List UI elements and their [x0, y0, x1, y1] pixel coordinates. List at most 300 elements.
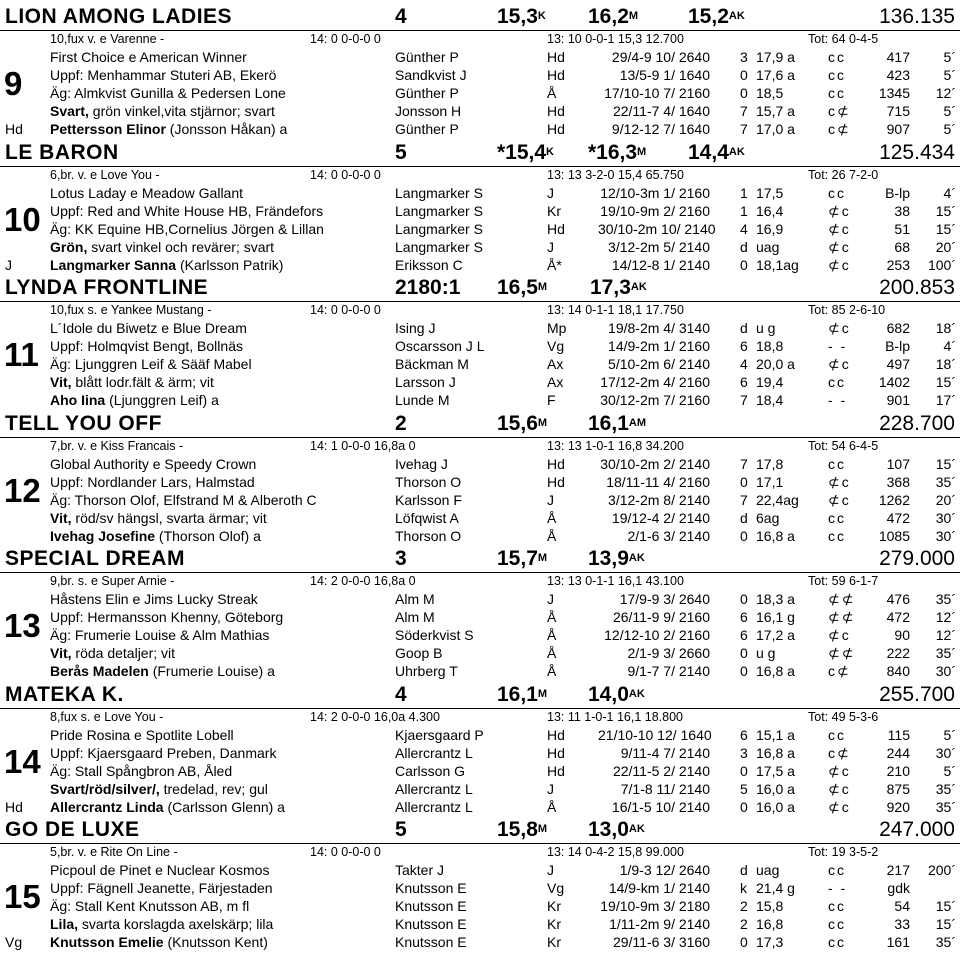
odds: 1345 — [878, 85, 910, 101]
driver: Goop B — [395, 645, 443, 661]
info-text: Äg: Ljunggren Leif & Sääf Mabel — [50, 356, 252, 372]
record-1: $16,1^M$ — [497, 682, 548, 706]
start-line — [0, 48, 960, 66]
horse-header — [0, 682, 960, 709]
shoe-icon: ⊄ᴄ — [828, 780, 851, 797]
driver: Larsson J — [395, 374, 456, 390]
time: 21,4 g — [756, 880, 795, 896]
driver: Langmarker S — [395, 220, 483, 237]
record-1: $*15,4^K$ — [497, 140, 554, 164]
start-line — [0, 238, 960, 256]
shoe-icon: ⊄ᴄ — [828, 473, 851, 490]
track: Å — [547, 663, 557, 679]
odds: 907 — [886, 121, 910, 137]
prize: 20´ — [935, 491, 956, 508]
track: Kr — [547, 898, 561, 914]
info-text: Uppf: Red and White House HB, Frändefors — [50, 202, 324, 219]
shoe-icon: ᴄ⊄ — [828, 121, 851, 137]
distance-code: 0 — [740, 663, 748, 679]
total-prize: 125.434 — [879, 140, 955, 164]
odds: 1402 — [878, 374, 910, 390]
shoe-icon: ᴄᴄ — [828, 898, 846, 914]
race-date-position: 29/11-6 3/ 3160 — [612, 934, 710, 950]
info-text: Picpoul de Pinet e Nuclear Kosmos — [50, 862, 270, 878]
stats-2013: 13: 11 1-0-1 16,1 18.800 — [547, 709, 683, 724]
track: Kr — [547, 916, 561, 932]
distance-code: 0 — [740, 645, 748, 661]
breed-info: 9,br. s. e Super Arnie - — [50, 574, 175, 588]
stats-2014: 14: 0 0-0-0 0 — [310, 303, 381, 317]
driver: Alm M — [395, 609, 435, 625]
shoe-icon: ⊄ᴄ — [828, 202, 851, 219]
odds: 115 — [887, 726, 910, 743]
breed-info: 6,br. v. e Love You - — [50, 167, 160, 182]
record-2: $*16,3^M$ — [588, 140, 647, 164]
track: Å — [547, 798, 557, 815]
info-text: Vit, blått lodr.fält & ärm; vit — [50, 374, 214, 390]
prize: 12´ — [935, 627, 956, 643]
prize: 12´ — [935, 609, 956, 625]
time: 17,2 a — [756, 627, 795, 643]
horse-entry — [0, 817, 960, 954]
driver: Jonsson H — [395, 103, 462, 119]
shoe-icon: ᴄᴄ — [828, 374, 846, 390]
stats-total: Tot: 26 7-2-0 — [808, 167, 879, 182]
record-3: $14,4^{AK}$ — [688, 140, 745, 164]
prize: 5´ — [943, 121, 956, 137]
prize: 15´ — [935, 916, 956, 932]
breed-info: 7,br. v. e Kiss Francais - — [50, 438, 184, 453]
record-1: $15,3^K$ — [497, 5, 546, 28]
start-line — [0, 355, 960, 373]
stats-2013: 13: 13 1-0-1 16,8 34.200 — [547, 438, 684, 453]
info-text: Äg: Stall Spångbron AB, Åled — [50, 762, 233, 779]
horse-header — [0, 817, 960, 844]
shoe-icon: ᴄᴄ — [828, 934, 846, 950]
time: 17,3 — [756, 934, 784, 950]
time: 16,4 — [756, 202, 784, 219]
race-date-position: 14/12-8 1/ 2140 — [611, 256, 710, 273]
horse-entry — [0, 275, 960, 412]
horse-entry — [0, 682, 960, 819]
start-number: 12 — [4, 471, 41, 509]
info-text: Äg: KK Equine HB,Cornelius Jörgen & Lillan — [50, 220, 324, 237]
distance-code: 6 — [740, 627, 748, 643]
time: 17,8 — [756, 455, 784, 472]
odds: 244 — [886, 744, 910, 761]
track: Hd — [547, 473, 565, 490]
start-line — [0, 879, 960, 897]
track: J — [547, 780, 554, 797]
info-text: Uppf: Hermansson Khenny, Göteborg — [50, 609, 284, 625]
distance-code: 3 — [740, 744, 748, 761]
prize: 15´ — [935, 898, 956, 914]
start-line — [0, 644, 960, 662]
odds: 253 — [886, 256, 910, 273]
track: Å* — [547, 256, 562, 273]
trainer-group: Hd — [5, 121, 23, 137]
start-line — [0, 391, 960, 409]
start-info: 5 — [395, 140, 407, 164]
info-text: Berås Madelen (Frumerie Louise) a — [50, 663, 275, 679]
shoe-icon: ᴄᴄ — [828, 726, 846, 743]
distance-code: k — [740, 880, 747, 896]
info-text: Äg: Thorson Olof, Elfstrand M & Alberoth C — [50, 491, 317, 508]
start-number: 9 — [4, 65, 23, 102]
odds: B-lp — [885, 338, 910, 354]
info-text: Vit, röda detaljer; vit — [50, 645, 176, 661]
prize: 15´ — [935, 202, 956, 219]
time: u g — [756, 320, 776, 336]
info-text: Uppf: Kjaersgaard Preben, Danmark — [50, 744, 277, 761]
total-prize: 255.700 — [879, 682, 955, 706]
start-line — [0, 256, 960, 274]
race-date-position: 14/9-km 1/ 2140 — [608, 880, 710, 896]
race-date-position: 9/12-12 7/ 1640 — [611, 121, 710, 137]
distance-code: 4 — [740, 356, 748, 372]
info-text: L´Idole du Biwetz e Blue Dream — [50, 320, 247, 336]
info-text: Langmarker Sanna (Karlsson Patrik) — [50, 256, 284, 273]
time: 16,1 g — [756, 609, 795, 625]
total-prize: 228.700 — [879, 411, 955, 435]
race-date-position: 2/1-6 3/ 2140 — [627, 527, 710, 544]
horse-name: LION AMONG LADIES — [5, 5, 233, 28]
track: Hd — [547, 103, 565, 119]
start-line — [0, 527, 960, 545]
race-date-position: 12/12-10 2/ 2160 — [604, 627, 710, 643]
driver: Bäckman M — [395, 356, 469, 372]
start-line — [0, 84, 960, 102]
start-line — [0, 120, 960, 138]
info-text: Aho Iina (Ljunggren Leif) a — [50, 392, 219, 408]
prize: 15´ — [935, 220, 956, 237]
track: Hd — [547, 455, 565, 472]
info-text: Äg: Frumerie Louise & Alm Mathias — [50, 627, 270, 643]
distance-code: 0 — [740, 934, 748, 950]
horse-entry — [0, 411, 960, 548]
time: 18,3 a — [756, 591, 795, 607]
odds: 217 — [886, 862, 910, 878]
distance-code: 5 — [740, 780, 748, 797]
shoe-icon: ⊄ᴄ — [828, 798, 851, 815]
track: Å — [547, 645, 557, 661]
horse-header — [0, 140, 960, 167]
prize: 17´ — [935, 392, 956, 408]
track: Hd — [547, 121, 565, 137]
start-line — [0, 455, 960, 473]
info-text: Uppf: Nordlander Lars, Halmstad — [50, 473, 255, 490]
track: Vg — [547, 880, 565, 896]
odds: 1085 — [878, 527, 910, 544]
shoe-icon: ⊄ᴄ — [828, 220, 851, 237]
horse-name: LE BARON — [5, 140, 119, 164]
horse-header — [0, 546, 960, 573]
race-date-position: 18/11-11 4/ 2160 — [606, 473, 710, 490]
start-line — [0, 509, 960, 527]
start-line — [0, 102, 960, 120]
time: uag — [756, 238, 780, 255]
track: J — [547, 184, 554, 201]
breed-info: 5,br. v. e Rite On Line - — [50, 845, 178, 859]
distance-code: d — [740, 862, 748, 878]
horse-header — [0, 4, 960, 31]
record-2: $13,9^{AK}$ — [588, 547, 645, 570]
time: 22,4ag — [756, 491, 799, 508]
record-3: $15,2^{AK}$ — [688, 5, 745, 28]
driver: Takter J — [395, 862, 445, 878]
shoe-icon: ⊄ᴄ — [828, 627, 851, 643]
race-date-position: 19/10-9m 2/ 2160 — [600, 202, 710, 219]
driver: Allercrantz L — [395, 744, 473, 761]
start-line — [0, 590, 960, 608]
track: Vg — [547, 338, 565, 354]
odds: B-lp — [885, 184, 910, 201]
odds: 423 — [886, 67, 910, 83]
time: 16,0 a — [756, 798, 795, 815]
distance-code: 0 — [740, 762, 748, 779]
driver: Allercrantz L — [395, 798, 473, 815]
driver: Thorson O — [395, 527, 462, 544]
track: Å — [547, 609, 557, 625]
driver: Eriksson C — [395, 256, 463, 273]
time: 20,0 a — [756, 356, 795, 372]
shoe-icon: ⊄ᴄ — [828, 762, 851, 779]
shoe-icon: ᴄᴄ — [828, 916, 846, 932]
horse-entry — [0, 546, 960, 683]
record-2: $14,0^{AK}$ — [588, 682, 645, 706]
stats-total: Tot: 19 3-5-2 — [808, 845, 879, 859]
distance-code: 7 — [740, 121, 748, 137]
distance-code: d — [740, 320, 748, 336]
horse-name: MATEKA K. — [5, 682, 124, 706]
driver: Allercrantz L — [395, 780, 473, 797]
start-info: 3 — [395, 547, 407, 570]
prize: 5´ — [943, 67, 956, 83]
distance-code: 3 — [740, 49, 748, 65]
start-line — [0, 915, 960, 933]
start-line — [0, 762, 960, 780]
info-text: Pettersson Elinor (Jonsson Håkan) a — [50, 121, 288, 137]
race-date-position: 26/11-9 9/ 2160 — [612, 609, 710, 625]
prize: 12´ — [935, 85, 956, 101]
info-text: Uppf: Holmqvist Bengt, Bollnäs — [50, 338, 243, 354]
odds: 368 — [886, 473, 910, 490]
shoe-icon: ⊄ᴄ — [828, 320, 851, 336]
prize: 30´ — [935, 527, 956, 544]
track: J — [547, 491, 554, 508]
odds: 90 — [894, 627, 910, 643]
start-line — [0, 626, 960, 644]
prize: 5´ — [943, 49, 956, 65]
prize: 30´ — [935, 744, 956, 761]
breed-info: 10,fux s. e Yankee Mustang - — [50, 303, 212, 317]
shoe-icon: ⊄ᴄ — [828, 491, 851, 508]
odds: 161 — [886, 934, 910, 950]
odds: 210 — [886, 762, 910, 779]
driver: Carlsson G — [395, 762, 466, 779]
prize: 30´ — [935, 663, 956, 679]
driver: Löfqwist A — [395, 509, 459, 526]
prize: 35´ — [935, 798, 956, 815]
prize: 200´ — [927, 862, 956, 878]
shoe-icon: ᴄ⊄ — [828, 744, 851, 761]
stats-2014: 14: 0 0-0-0 0 — [310, 167, 381, 182]
odds: 875 — [886, 780, 910, 797]
info-text: Knutsson Emelie (Knutsson Kent) — [50, 934, 268, 950]
race-date-position: 30/10-2m 10/ 2140 — [598, 220, 716, 237]
horse-name: TELL YOU OFF — [5, 411, 162, 435]
start-info: 2180:1 — [395, 276, 461, 299]
odds: 417 — [886, 49, 910, 65]
odds: 68 — [894, 238, 910, 255]
odds: 222 — [886, 645, 910, 661]
race-date-position: 2/1-9 3/ 2660 — [627, 645, 710, 661]
trainer-group: J — [5, 256, 12, 273]
driver: Uhrberg T — [395, 663, 458, 679]
time: 17,1 — [756, 473, 784, 490]
start-number: 10 — [4, 200, 41, 238]
driver: Sandkvist J — [395, 67, 467, 83]
odds: 1262 — [878, 491, 910, 508]
race-date-position: 19/12-4 2/ 2140 — [611, 509, 710, 526]
distance-code: 0 — [740, 527, 748, 544]
start-line — [0, 897, 960, 915]
race-date-position: 12/10-3m 1/ 2160 — [600, 184, 710, 201]
driver: Günther P — [395, 121, 459, 137]
race-date-position: 19/10-9m 3/ 2180 — [600, 898, 710, 914]
shoe-icon: ⊄⊄ — [828, 591, 856, 607]
record-1: $15,7^M$ — [497, 547, 548, 570]
start-line — [0, 491, 960, 509]
trainer-group: Vg — [5, 934, 23, 950]
track: Kr — [547, 202, 561, 219]
time: 17,5 — [756, 184, 784, 201]
time: 19,4 — [756, 374, 784, 390]
shoe-icon: ᴄᴄ — [828, 509, 846, 526]
prize: 18´ — [935, 320, 956, 336]
driver: Thorson O — [395, 473, 462, 490]
record-2: $17,3^{AK}$ — [590, 276, 647, 299]
info-text: Vit, röd/sv hängsl, svarta ärmar; vit — [50, 509, 267, 526]
shoe-icon: - - — [828, 338, 848, 354]
shoe-icon: ᴄᴄ — [828, 49, 846, 65]
odds: gdk — [887, 880, 910, 896]
start-info: 4 — [395, 682, 407, 706]
start-line — [0, 184, 960, 202]
start-line — [0, 337, 960, 355]
shoe-icon: ᴄᴄ — [828, 527, 846, 544]
race-date-position: 5/10-2m 6/ 2140 — [608, 356, 710, 372]
prize: 15´ — [935, 374, 956, 390]
distance-code: 0 — [740, 591, 748, 607]
distance-code: 6 — [740, 609, 748, 625]
stats-2013: 13: 13 0-1-1 16,1 43.100 — [547, 574, 684, 588]
info-text: Äg: Stall Kent Knutsson AB, m fl — [50, 898, 250, 914]
info-text: Svart, grön vinkel,vita stjärnor; svart — [50, 103, 275, 119]
total-prize: 136.135 — [879, 5, 955, 28]
race-date-position: 21/10-10 12/ 1640 — [598, 726, 712, 743]
start-line — [0, 319, 960, 337]
odds: 107 — [886, 455, 910, 472]
track: Ax — [547, 374, 564, 390]
driver: Ivehag J — [395, 455, 448, 472]
time: 18,4 — [756, 392, 784, 408]
time: 16,8 — [756, 916, 784, 932]
shoe-icon: ᴄ⊄ — [828, 663, 851, 679]
prize: 18´ — [935, 356, 956, 372]
driver: Kjaersgaard P — [395, 726, 484, 743]
prize: 4´ — [943, 184, 956, 201]
start-line — [0, 662, 960, 680]
odds: 901 — [886, 392, 910, 408]
track: Å — [547, 85, 557, 101]
odds: 715 — [886, 103, 910, 119]
track: Ax — [547, 356, 564, 372]
start-line — [0, 202, 960, 220]
time: 16,8 a — [756, 663, 795, 679]
race-date-position: 9/1-7 7/ 2140 — [627, 663, 710, 679]
odds: 51 — [894, 220, 910, 237]
track: Hd — [547, 726, 565, 743]
shoe-icon: ⊄ᴄ — [828, 356, 851, 372]
driver: Söderkvist S — [395, 627, 474, 643]
prize: 35´ — [935, 780, 956, 797]
track: F — [547, 392, 556, 408]
start-line — [0, 473, 960, 491]
time: 16,8 a — [756, 744, 795, 761]
info-text: Ivehag Josefine (Thorson Olof) a — [50, 527, 261, 544]
odds: 33 — [894, 916, 910, 932]
race-date-position: 3/12-2m 8/ 2140 — [608, 491, 710, 508]
time: 15,1 a — [756, 726, 795, 743]
race-date-position: 13/5-9 1/ 1640 — [619, 67, 710, 83]
record-1: $15,8^M$ — [497, 818, 548, 841]
driver: Karlsson F — [395, 491, 462, 508]
record-1: $15,6^M$ — [497, 411, 548, 435]
record-2: $13,0^{AK}$ — [588, 818, 645, 841]
stats-2013: 13: 14 0-1-1 18,1 17.750 — [547, 303, 684, 317]
stats-total: Tot: 49 5-3-6 — [808, 709, 879, 724]
start-line — [0, 933, 960, 951]
shoe-icon: ⊄ᴄ — [828, 238, 851, 255]
start-number: 15 — [4, 878, 41, 915]
driver: Lunde M — [395, 392, 450, 408]
start-line — [0, 66, 960, 84]
time: 16,0 a — [756, 780, 795, 797]
stats-2014: 14: 1 0-0-0 16,8a 0 — [310, 438, 416, 453]
stats-total: Tot: 64 0-4-5 — [808, 32, 879, 46]
driver: Ising J — [395, 320, 436, 336]
odds: 472 — [886, 609, 910, 625]
driver: Knutsson E — [395, 880, 467, 896]
info-text: Lila, svarta korslagda axelskärp; lila — [50, 916, 274, 932]
prize: 100´ — [927, 256, 956, 273]
total-prize: 279.000 — [879, 547, 955, 570]
start-line — [0, 373, 960, 391]
total-prize: 247.000 — [879, 818, 955, 841]
info-text: Allercrantz Linda (Carlsson Glenn) a — [50, 798, 285, 815]
prize: 5´ — [943, 762, 956, 779]
horse-entry — [0, 140, 960, 277]
start-line — [0, 780, 960, 798]
total-prize: 200.853 — [879, 276, 955, 299]
time: 17,6 a — [756, 67, 795, 83]
time: 15,8 — [756, 898, 784, 914]
distance-code: 6 — [740, 726, 748, 743]
shoe-icon: ⊄ᴄ — [828, 256, 851, 273]
distance-code: 1 — [740, 202, 748, 219]
race-date-position: 22/11-7 4/ 1640 — [612, 103, 710, 119]
